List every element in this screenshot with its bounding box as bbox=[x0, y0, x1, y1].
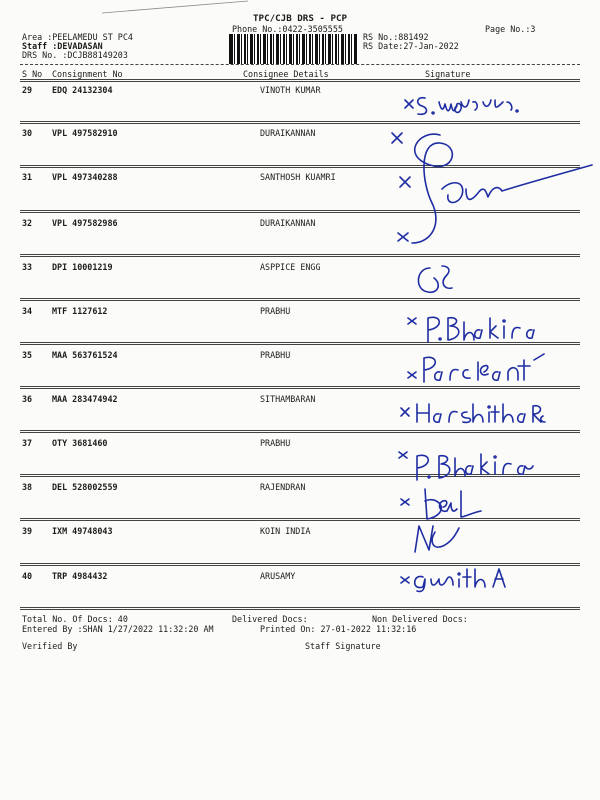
row-sno: 37 bbox=[22, 438, 33, 448]
signature-33 bbox=[410, 260, 470, 300]
rs-date: RS Date:27-Jan-2022 bbox=[363, 41, 459, 51]
row-sno: 38 bbox=[22, 482, 33, 492]
row-consignment: OTY 3681460 bbox=[52, 438, 108, 448]
entered-by: Entered By :SHAN 1/27/2022 11:32:20 AM bbox=[22, 624, 214, 634]
row-consignee: RAJENDRAN bbox=[260, 482, 306, 492]
row-sno: 30 bbox=[22, 128, 33, 138]
signature-35 bbox=[400, 350, 560, 386]
row-consignee: PRABHU bbox=[260, 350, 291, 360]
row-sno: 34 bbox=[22, 306, 33, 316]
row-consignee: ASPPICE ENGG bbox=[260, 262, 321, 272]
verified-by: Verified By bbox=[22, 641, 78, 651]
row-consignee: ARUSAMY bbox=[260, 571, 296, 581]
col-signature: Signature bbox=[425, 69, 471, 79]
row-consignee: SANTHOSH KUAMRI bbox=[260, 172, 336, 182]
col-consignee: Consignee Details bbox=[243, 69, 329, 79]
row-sno: 29 bbox=[22, 85, 33, 95]
row-consignee: DURAIKANNAN bbox=[260, 218, 316, 228]
printed-on: Printed On: 27-01-2022 11:32:16 bbox=[260, 624, 417, 634]
row-consignee: SITHAMBARAN bbox=[260, 394, 316, 404]
row-sno: 32 bbox=[22, 218, 33, 228]
row-sno: 35 bbox=[22, 350, 33, 360]
row-divider bbox=[20, 298, 580, 301]
row-divider bbox=[20, 386, 580, 389]
row-consignee: KOIN INDIA bbox=[260, 526, 311, 536]
row-consignment: DPI 10001219 bbox=[52, 262, 113, 272]
signature-29 bbox=[395, 90, 545, 120]
non-delivered-docs: Non Delivered Docs: bbox=[372, 614, 468, 624]
row-consignment: VPL 497582910 bbox=[52, 128, 118, 138]
row-divider bbox=[20, 518, 580, 521]
row-consignment: DEL 528002559 bbox=[52, 482, 118, 492]
signature-36 bbox=[395, 400, 545, 428]
page-number: Page No.:3 bbox=[485, 24, 536, 34]
signature-40 bbox=[395, 565, 515, 595]
row-consignee: PRABHU bbox=[260, 438, 291, 448]
row-divider bbox=[20, 607, 580, 610]
row-divider bbox=[20, 121, 580, 124]
phone-number: Phone No.:0422-3505555 bbox=[232, 24, 343, 34]
row-divider bbox=[20, 430, 580, 433]
row-consignee: PRABHU bbox=[260, 306, 291, 316]
signature-38 bbox=[395, 485, 495, 525]
header-rule-double bbox=[20, 79, 580, 82]
row-consignment: IXM 49748043 bbox=[52, 526, 113, 536]
drs-number: DRS No. :DCJB88149203 bbox=[22, 50, 128, 60]
col-consignment: Consignment No bbox=[52, 69, 123, 79]
row-consignee: DURAIKANNAN bbox=[260, 128, 316, 138]
row-sno: 40 bbox=[22, 571, 33, 581]
row-consignment: MAA 283474942 bbox=[52, 394, 118, 404]
row-consignment: EDQ 24132304 bbox=[52, 85, 113, 95]
delivered-docs: Delivered Docs: bbox=[232, 614, 308, 624]
row-consignment: VPL 497582986 bbox=[52, 218, 118, 228]
signature-34 bbox=[400, 312, 580, 346]
total-docs: Total No. Of Docs: 40 bbox=[22, 614, 128, 624]
signature-30-32 bbox=[380, 125, 600, 260]
row-consignment: TRP 4984432 bbox=[52, 571, 108, 581]
row-consignment: MTF 1127612 bbox=[52, 306, 108, 316]
scan-mark bbox=[100, 0, 250, 14]
row-sno: 36 bbox=[22, 394, 33, 404]
area-label: Area :PEELAMEDU ST PC4 bbox=[22, 32, 133, 42]
col-sno: S No bbox=[22, 69, 43, 79]
report-title: TPC/CJB DRS - PCP bbox=[253, 13, 348, 24]
barcode bbox=[229, 34, 357, 64]
staff-signature-label: Staff Signature bbox=[305, 641, 381, 651]
row-consignment: VPL 497340288 bbox=[52, 172, 118, 182]
staff-label: Staff :DEVADASAN bbox=[22, 41, 103, 51]
row-sno: 33 bbox=[22, 262, 33, 272]
row-consignee: VINOTH KUMAR bbox=[260, 85, 321, 95]
row-consignment: MAA 563761524 bbox=[52, 350, 118, 360]
signature-37 bbox=[395, 448, 580, 482]
rs-number: RS No.:881492 bbox=[363, 32, 429, 42]
header-rule bbox=[20, 64, 580, 65]
signature-39 bbox=[405, 520, 465, 555]
row-sno: 39 bbox=[22, 526, 33, 536]
row-sno: 31 bbox=[22, 172, 33, 182]
